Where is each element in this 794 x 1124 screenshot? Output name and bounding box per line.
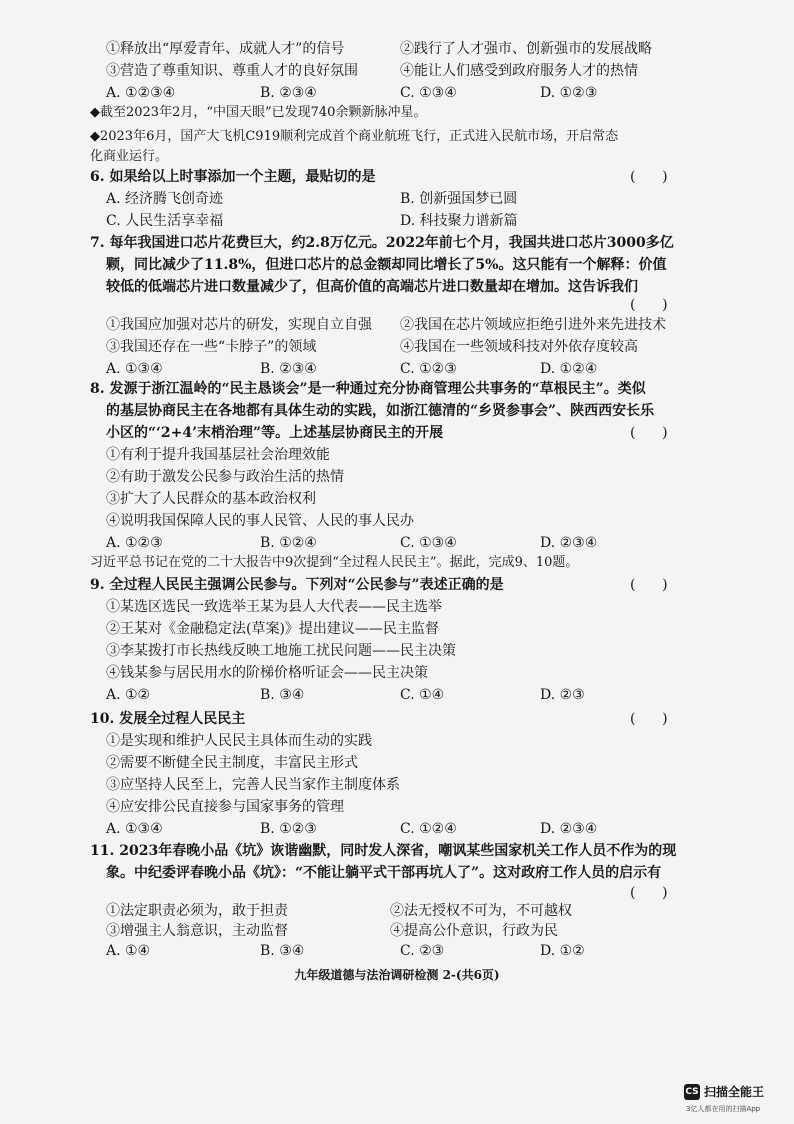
q7-stem-line2: 颗，同比减少了11.8%，但进口芯片的总金额却同比增长了5%。这只能有一个解释：价值	[106, 257, 667, 273]
q9-choice-c: C. ①④	[400, 687, 445, 703]
q9-choice-b: B. ③④	[260, 687, 305, 703]
q10-option-2: ②需要不断健全民主制度，丰富民主形式	[106, 755, 358, 771]
q7-choice-d: D. ①②④	[540, 361, 598, 377]
q9-option-1: ①某选区选民一致选举王某为县人大代表——民主选举	[106, 599, 442, 615]
q11-option-3: ③增强主人翁意识，主动监督	[106, 923, 288, 939]
q7-choice-b: B. ②③④	[260, 361, 317, 377]
q11-stem-line1: 11. 2023年春晚小品《坑》诙谐幽默，同时发人深省，嘲讽某些国家机关工作人员不作为的现	[90, 843, 677, 859]
camscanner-logo-icon: CS	[684, 1084, 700, 1100]
q9-option-3: ③李某拨打市长热线反映工地施工扰民问题——民主决策	[106, 643, 456, 659]
camscanner-tagline: 3亿人都在用的扫描App	[686, 1105, 761, 1113]
q5-choice-a: A. ①②③④	[106, 85, 176, 101]
q5-option-4: ④能让人们感受到政府服务人才的热情	[400, 63, 638, 79]
q9-answer-blank: ( )	[630, 577, 668, 593]
q8-choice-c: C. ①③④	[400, 535, 457, 551]
q8-stem-line3: 小区的“‘2+4’末梢治理”等。上述基层协商民主的开展	[106, 425, 444, 441]
q9-option-2: ②王某对《金融稳定法(草案)》提出建议——民主监督	[106, 621, 439, 637]
q11-option-1: ①法定职责必须为，敢于担责	[106, 903, 288, 919]
q11-option-4: ④提高公仆意识，行政为民	[390, 923, 558, 939]
q7-option-3: ③我国还存在一些“卡脖子”的领域	[106, 339, 317, 355]
news-item-1: ◆截至2023年2月，“中国天眼”已发现740余颗新脉冲星。	[90, 105, 427, 120]
q10-option-3: ③应坚持人民至上，完善人民当家作主制度体系	[106, 777, 400, 793]
q11-choice-d: D. ①②	[540, 943, 585, 959]
q10-option-4: ④应安排公民直接参与国家事务的管理	[106, 799, 344, 815]
q9-choice-a: A. ①②	[106, 687, 151, 703]
news-item-2-line1: ◆2023年6月，国产大飞机C919顺利完成首个商业航班飞行，正式进入民航市场，开启常态	[90, 129, 619, 144]
q7-stem-line1: 7. 每年我国进口芯片花费巨大，约2.8万亿元。2022年前七个月，我国共进口芯片3000多亿	[90, 235, 674, 251]
q5-option-2: ②践行了人才强市、创新强市的发展战略	[400, 41, 652, 57]
q10-choice-d: D. ②③④	[540, 821, 598, 837]
q11-choice-c: C. ②③	[400, 943, 445, 959]
q6-choice-c: C. 人民生活享幸福	[106, 213, 224, 229]
q7-option-2: ②我国在芯片领域应拒绝引进外来先进技术	[400, 317, 666, 333]
q9-option-4: ④钱某参与居民用水的阶梯价格听证会——民主决策	[106, 665, 428, 681]
q8-choice-a: A. ①②③	[106, 535, 163, 551]
q7-stem-line3: 较低的低端芯片进口数量减少了，但高价值的高端芯片进口数量却在增加。这告诉我们	[106, 279, 638, 295]
q5-choice-c: C. ①③④	[400, 85, 457, 101]
q8-stem-line2: 的基层协商民主在各地都有具体生动的实践，如浙江德清的“乡贤参事会”、陕西西安长乐	[106, 403, 655, 419]
news-item-2-line2: 化商业运行。	[90, 149, 169, 164]
q5-option-3: ③营造了尊重知识、尊重人才的良好氛围	[106, 63, 358, 79]
q7-option-4: ④我国在一些领域科技对外依存度较高	[400, 339, 638, 355]
q11-choice-b: B. ③④	[260, 943, 305, 959]
q10-answer-blank: ( )	[630, 711, 668, 727]
q10-stem: 10. 发展全过程人民民主	[90, 711, 246, 727]
q10-choice-c: C. ①②④	[400, 821, 457, 837]
q5-option-1: ①释放出“厚爱青年、成就人才”的信号	[106, 41, 345, 57]
q11-stem-line2: 象。中纪委评春晚小品《坑》：“不能让躺平式干部再坑人了”。这对政府工作人员的启示有	[106, 865, 662, 881]
q8-answer-blank: ( )	[630, 425, 668, 441]
q8-option-1: ①有利于提升我国基层社会治理效能	[106, 447, 330, 463]
q6-choice-d: D. 科技聚力谱新篇	[400, 213, 518, 229]
q7-choice-c: C. ①②③	[400, 361, 457, 377]
camscanner-brand: 扫描全能王	[704, 1085, 765, 1099]
q9-stem: 9. 全过程人民民主强调公民参与。下列对“公民参与”表述正确的是	[90, 577, 504, 593]
q8-choice-d: D. ②③④	[540, 535, 598, 551]
q8-stem-line1: 8. 发源于浙江温岭的“民主恳谈会”是一种通过充分协商管理公共事务的“草根民主”。类似	[90, 381, 646, 397]
q10-option-1: ①是实现和维护人民民主具体而生动的实践	[106, 733, 372, 749]
q8-option-4: ④说明我国保障人民的事人民管、人民的事人民办	[106, 513, 414, 529]
page-footer: 九年级道德与法治调研检测 2-(共6页)	[294, 968, 500, 982]
q6-stem: 6. 如果给以上时事添加一个主题，最贴切的是	[90, 169, 376, 185]
q8-option-3: ③扩大了人民群众的基本政治权利	[106, 491, 316, 507]
q8-option-2: ②有助于激发公民参与政治生活的热情	[106, 469, 344, 485]
q8-choice-b: B. ①②④	[260, 535, 317, 551]
q11-choice-a: A. ①④	[106, 943, 151, 959]
q11-option-2: ②法无授权不可为，不可越权	[390, 903, 572, 919]
q10-choice-b: B. ①②③	[260, 821, 317, 837]
q5-choice-d: D. ①②③	[540, 85, 598, 101]
q6-choice-b: B. 创新强国梦已圆	[400, 191, 518, 207]
q6-choice-a: A. 经济腾飞创奇迹	[106, 191, 224, 207]
q5-choice-b: B. ②③④	[260, 85, 317, 101]
q7-choice-a: A. ①③④	[106, 361, 163, 377]
q7-answer-blank: ( )	[630, 297, 668, 313]
q10-choice-a: A. ①③④	[106, 821, 163, 837]
q7-option-1: ①我国应加强对芯片的研发，实现自立自强	[106, 317, 372, 333]
q9-choice-d: D. ②③	[540, 687, 585, 703]
q11-answer-blank: ( )	[630, 885, 668, 901]
section-intro-9-10: 习近平总书记在党的二十大报告中9次提到“全过程人民民主”。据此，完成9、10题。	[90, 555, 579, 570]
q6-answer-blank: ( )	[630, 169, 668, 185]
